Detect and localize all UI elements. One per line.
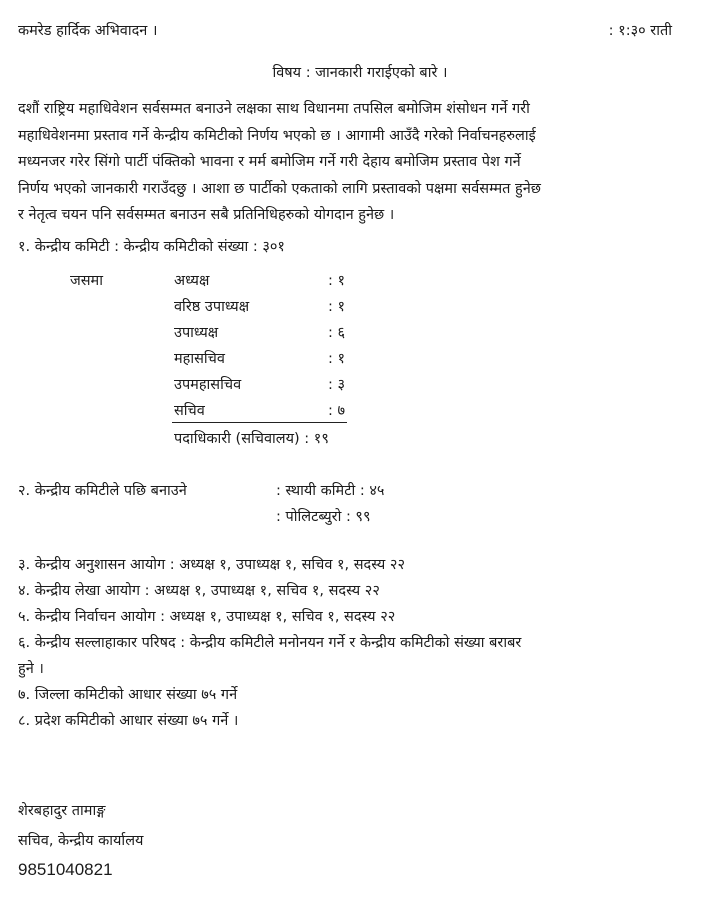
item6: ६. केन्द्रीय सल्लाहाकार परिषद : केन्द्रीय कमिटीले मनोनयन गर्ने र केन्द्रीय कमिटीको संख्या बराबर [18, 635, 522, 651]
position-count: : १ [328, 273, 346, 289]
position-name: सचिव [174, 403, 205, 419]
among-label: जसमा [70, 273, 103, 289]
standing-committee: : स्थायी कमिटी : ४५ [276, 483, 385, 499]
position-name: महासचिव [174, 351, 225, 367]
item8: ८. प्रदेश कमिटीको आधार संख्या ७५ गर्ने । [18, 713, 239, 729]
position-count: : १ [328, 299, 346, 315]
signatory-name: शेरबहादुर तामाङ्ग [18, 803, 106, 819]
subject-line: विषय : जानकारी गराईएको बारे । [272, 65, 448, 81]
intro-line: निर्णय भएको जानकारी गराउँदछु । आशा छ पार्टीको एकताको लागि प्रस्तावको पक्षमा सर्वसम्मत हुनेछ [18, 180, 541, 197]
signatory-title: सचिव, केन्द्रीय कार्यालय [18, 833, 144, 849]
item2-title: २. केन्द्रीय कमिटीले पछि बनाउने [18, 483, 187, 499]
time-stamp: : १:३० राती [608, 23, 672, 39]
position-name: उपाध्यक्ष [174, 325, 219, 341]
position-count: : ६ [328, 325, 346, 341]
item5: ५. केन्द्रीय निर्वाचन आयोग : अध्यक्ष १, उपाध्यक्ष १, सचिव १, सदस्य २२ [18, 609, 396, 625]
total-divider [172, 422, 347, 423]
intro-line: र नेतृत्व चयन पनि सर्वसम्मत बनाउन सबै प्रतिनिधिहरुको योगदान हुनेछ । [18, 207, 395, 223]
position-name: वरिष्ठ उपाध्यक्ष [174, 299, 250, 315]
intro-line: महाधिवेशनमा प्रस्ताव गर्ने केन्द्रीय कमिटीको निर्णय भएको छ । आगामी आउँदै गरेको निर्वाचनहरुलाई [18, 127, 536, 144]
position-count: : ७ [328, 403, 346, 419]
intro-line: दशौं राष्ट्रिय महाधिवेशन सर्वसम्मत बनाउने लक्षका साथ विधानमा तपसिल बमोजिम शंसोधन गर्ने गरी [18, 101, 530, 117]
item4: ४. केन्द्रीय लेखा आयोग : अध्यक्ष १, उपाध्यक्ष १, सचिव १, सदस्य २२ [18, 583, 380, 599]
item1-title: १. केन्द्रीय कमिटी : केन्द्रीय कमिटीको संख्या : ३०१ [18, 239, 285, 255]
position-name: अध्यक्ष [174, 273, 210, 289]
greeting: कमरेड हार्दिक अभिवादन । [18, 23, 158, 39]
intro-paragraph [18, 96, 698, 229]
item7: ७. जिल्ला कमिटीको आधार संख्या ७५ गर्ने [18, 687, 238, 703]
position-count: : १ [328, 351, 346, 367]
position-count: : ३ [328, 377, 346, 393]
item3: ३. केन्द्रीय अनुशासन आयोग : अध्यक्ष १, उपाध्यक्ष १, सचिव १, सदस्य २२ [18, 557, 406, 573]
officials-total: पदाधिकारी (सचिवालय) : १९ [174, 431, 329, 447]
position-name: उपमहासचिव [174, 377, 242, 393]
phone-number: 9851040821 [18, 860, 113, 879]
item6-continued: हुने । [18, 661, 44, 677]
politburo: : पोलिटब्युरो : ९९ [276, 509, 371, 525]
intro-line: मध्यनजर गरेर सिंगो पार्टी पंक्तिको भावना र मर्म बमोजिम गर्ने गरी देहाय बमोजिम प्रस्ताव पेश गर्ने [18, 154, 521, 170]
